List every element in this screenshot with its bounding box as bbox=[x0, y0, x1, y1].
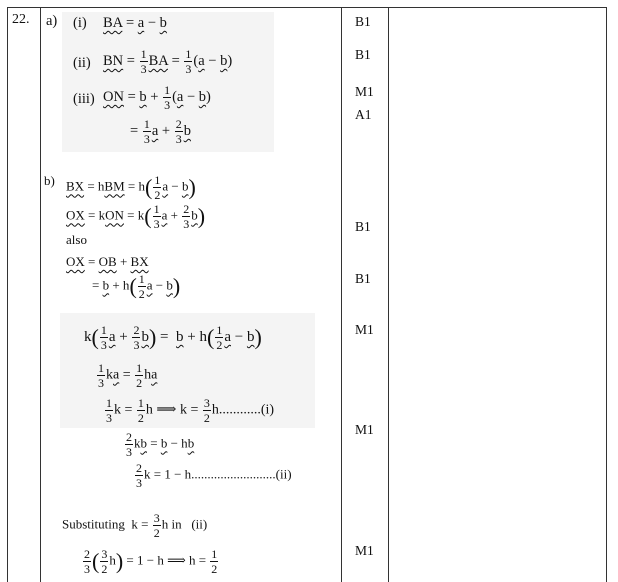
part-b-ox-line: OX = kON = k( $\frac{1}{3}$ a + $\frac{2}{3}$ b) bbox=[66, 202, 206, 231]
part-a-i-label: (i) bbox=[73, 15, 87, 31]
mark-b-4: M1 bbox=[355, 422, 374, 437]
part-b-k-equation-ii: $\frac{2}{3}$ k = 1 − h..........................(ii) bbox=[136, 461, 292, 490]
question-number: 22. bbox=[12, 12, 30, 27]
mark-b-1: B1 bbox=[355, 219, 371, 234]
column-divider bbox=[40, 8, 41, 582]
part-a-iii-line: ON = b + $\frac{1}{3}$ (a − b) bbox=[103, 83, 211, 112]
column-divider bbox=[388, 8, 389, 582]
mark-a-iii-a: A1 bbox=[355, 107, 372, 122]
part-b-ox-sum-line: OX = OB + BX bbox=[66, 254, 149, 269]
part-b-ka-line: $\frac{1}{3}$ ka = $\frac{1}{2}$ ha bbox=[98, 361, 158, 390]
part-a-ii-line: BN = $\frac{1}{3}$ BA = $\frac{1}{3}$ (a − b) bbox=[103, 47, 233, 76]
part-b-also: also bbox=[66, 232, 87, 247]
part-a-label: a) bbox=[46, 13, 58, 29]
part-b-label: b) bbox=[44, 173, 55, 188]
mark-b-3: M1 bbox=[355, 322, 374, 337]
part-a-i-line: BA = a − b bbox=[103, 15, 167, 31]
part-b-solution-line: $\frac{2}{3}$ ( $\frac{3}{2}$ h) = 1 − h ⟹ h = $\frac{1}{2}$ bbox=[84, 547, 218, 576]
part-a-iii-line-2: = $\frac{1}{3}$ a + $\frac{2}{3}$ b bbox=[130, 117, 191, 146]
part-b-equate-line: k( $\frac{1}{3}$ a + $\frac{2}{3}$ b) = b + h( $\frac{1}{2}$ a − b) bbox=[84, 323, 262, 352]
part-a-ii-label: (ii) bbox=[73, 55, 91, 71]
mark-a-i: B1 bbox=[355, 14, 371, 29]
part-b-bx-line: BX = hBM = h( $\frac{1}{2}$ a − b) bbox=[66, 173, 196, 202]
part-b-kb-line: $\frac{2}{3}$ kb = b − hb bbox=[126, 430, 195, 459]
dots-ii: ..........................(ii) bbox=[191, 466, 292, 482]
part-a-iii-label: (iii) bbox=[73, 91, 95, 107]
mark-a-ii: B1 bbox=[355, 47, 371, 62]
dots-i: ............(i) bbox=[218, 402, 275, 418]
mark-b-5: M1 bbox=[355, 543, 374, 558]
part-b-ox-expanded: = b + h( $\frac{1}{2}$ a − b) bbox=[92, 272, 181, 301]
part-b-k-equation-i: $\frac{1}{3}$ k = $\frac{1}{2}$ h ⟹ k = $\frac{3}{2}$ h............(i) bbox=[106, 396, 275, 425]
mark-a-iii-m: M1 bbox=[355, 84, 374, 99]
mark-b-2: B1 bbox=[355, 271, 371, 286]
part-b-substituting-line: Substituting k = $\frac{3}{2}$ h in (ii) bbox=[62, 511, 208, 540]
column-divider bbox=[341, 8, 342, 582]
